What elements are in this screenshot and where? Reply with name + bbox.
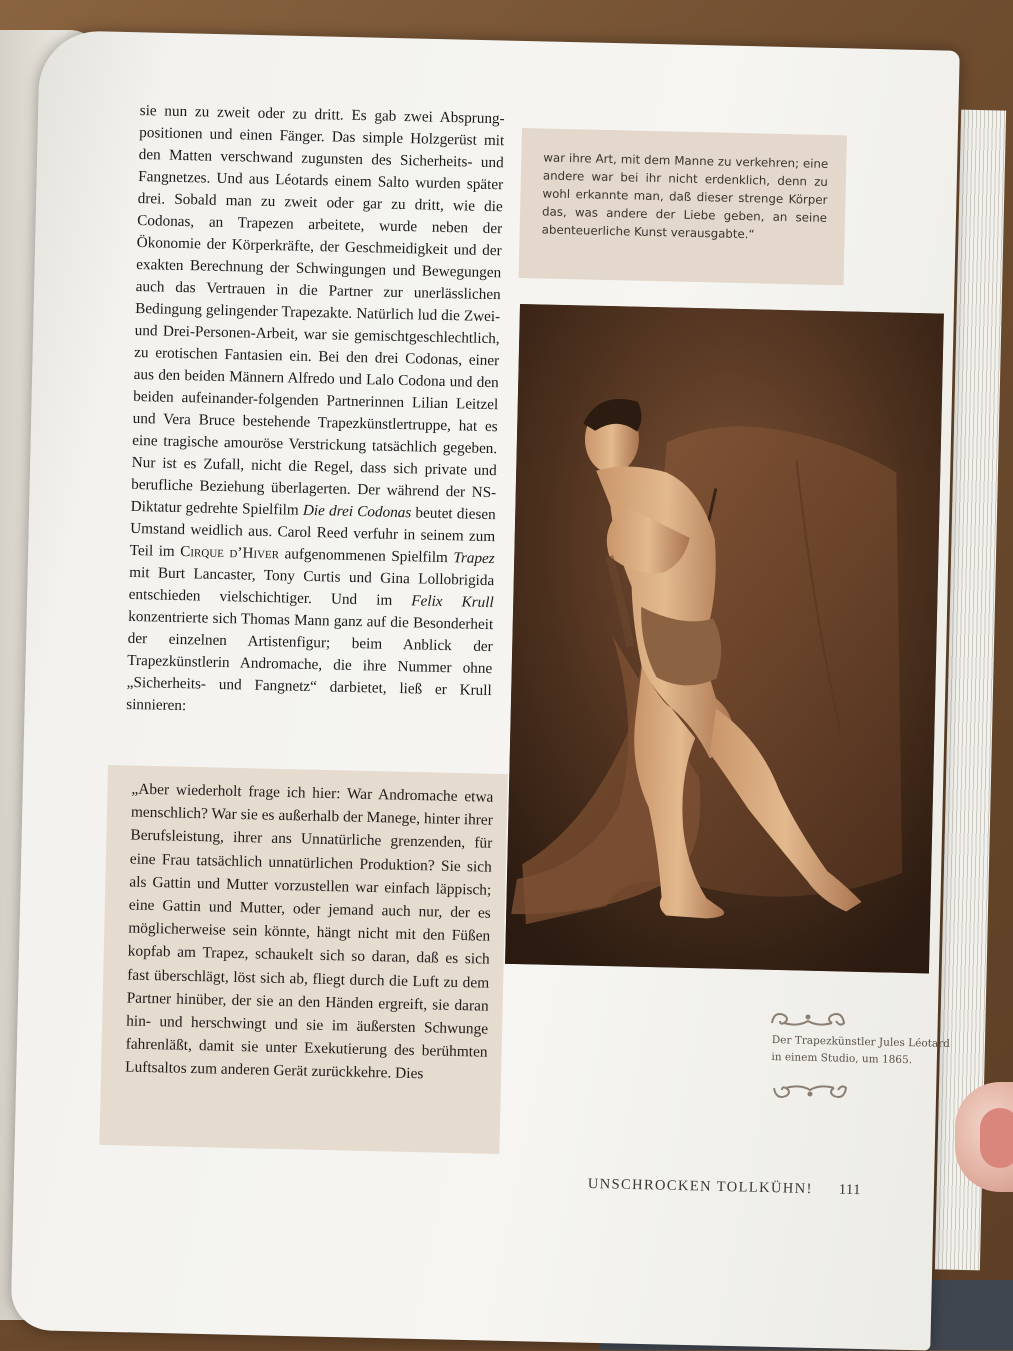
body-text <box>126 100 505 724</box>
ornament-bottom-icon <box>770 1080 850 1106</box>
quote-text: „Aber wiederholt frage ich hier: War Andromache etwa menschlich? War sie es außerhalb der Manege, hinter ihrer Berufsleistung, ihrer ans Unnatürliche grenzenden, für eine Frau tatsächlich unnatürlichen Produktion? Sie sich als Gattin und Mutter vorzustellen war einfach läppisch; eine Gattin und Mutter, oder jemand auch nur, der es möglicherweise sein könnte, hängt nicht mit den Füßen kopfab am Trapez, schaukelt sich so daran, daß es sich fast überschlägt, löst sich ab, fliegt durch die Luft zu dem Partner hinüber, der sie an den Händen ergreift, sie daran hin- und herschwingt und sie im äußersten Schwunge fahrenläßt, damit sie unter Exekutierung des berühmten Luftsaltos zum anderen Gerät zurückkehre. Dies <box>124 780 494 1083</box>
body-paragraph: sie nun zu zweit oder zu dritt. Es gab zwei Absprung-positionen und einen Fänger. Das simple Holzgerüst mit den Matten verschwand zugunsten des Sicherheits- und Fangnetzes. Und aus Léotards einem Salto wurden später drei. Sobald man zu zweit oder gar zu dritt, wie die Codonas, an Trapezen arbeitete, wurde neben der Ökonomie der Körperkräfte, der Geschmeidigkeit und der exakten Berechnung der Schwingungen und Bewegungen auch das Vertrauen in die Partner zur unerlässlichen Bedingung gelingender Trapezakte. Natürlich lud die Zwei- und Drei-Personen-Arbeit, war sie gemischtgeschlechtlich, zu erotischen Fantasien ein. Bei den drei Codonas, einer aus den beiden Männern Alfredo und Lalo Codona und den beiden aufeinander-folgenden Partnerinnen Lilian Leitzel und Vera Bruce bestehende Trapezkünstlertruppe, hat es eine tragische amouröse Verstrickung tatsächlich gegeben. Nur ist es Zufall, nicht die Regel, dass sich private und berufliche Beziehung überlagerten. Der während der NS-Diktatur gedrehte Spielfilm Die drei Codonas beutet diesen Umstand weidlich aus. Carol Reed verfuhr in seinem zum Teil im Cirque d’Hiver aufgenommenen Spielfilm Trapez mit Burt Lancaster, Tony Curtis und Gina Lollobrigida entschieden vielschichtiger. Und im Felix Krull konzentrierte sich Thomas Mann ganz auf die Besonderheit der einzelnen Artistenfigur; beim Anblick der Trapezkünstlerin Andromache, die ihre Nummer ohne „Sicherheits- und Fangnetz“ darbietet, ließ er Krull sinnieren: <box>126 101 505 715</box>
thumbnail-nail <box>980 1108 1013 1168</box>
leotard-photo-illustration <box>505 304 944 973</box>
quote-box <box>99 765 508 1154</box>
page-number: 111 <box>838 1181 862 1199</box>
ornament-top-icon <box>768 1005 848 1031</box>
photo-caption: Der Trapezkünstler Jules Léotard in einem Studio, um 1865. <box>771 1033 951 1067</box>
leotard-photo <box>505 304 944 973</box>
running-head-title: UNSCHROCKEN TOLLKÜHN! <box>587 1176 813 1198</box>
quote-continued-text: war ihre Art, mit dem Manne zu verkehren; eine andere war bei ihr nicht erdenklich, denn zu wohl erkannte man, daß dieser strenge Körper das, was andere der Liebe geben, an seine abenteuerliche Kunst verausgabte.“ <box>541 150 829 242</box>
quote-continued-box <box>519 128 847 285</box>
